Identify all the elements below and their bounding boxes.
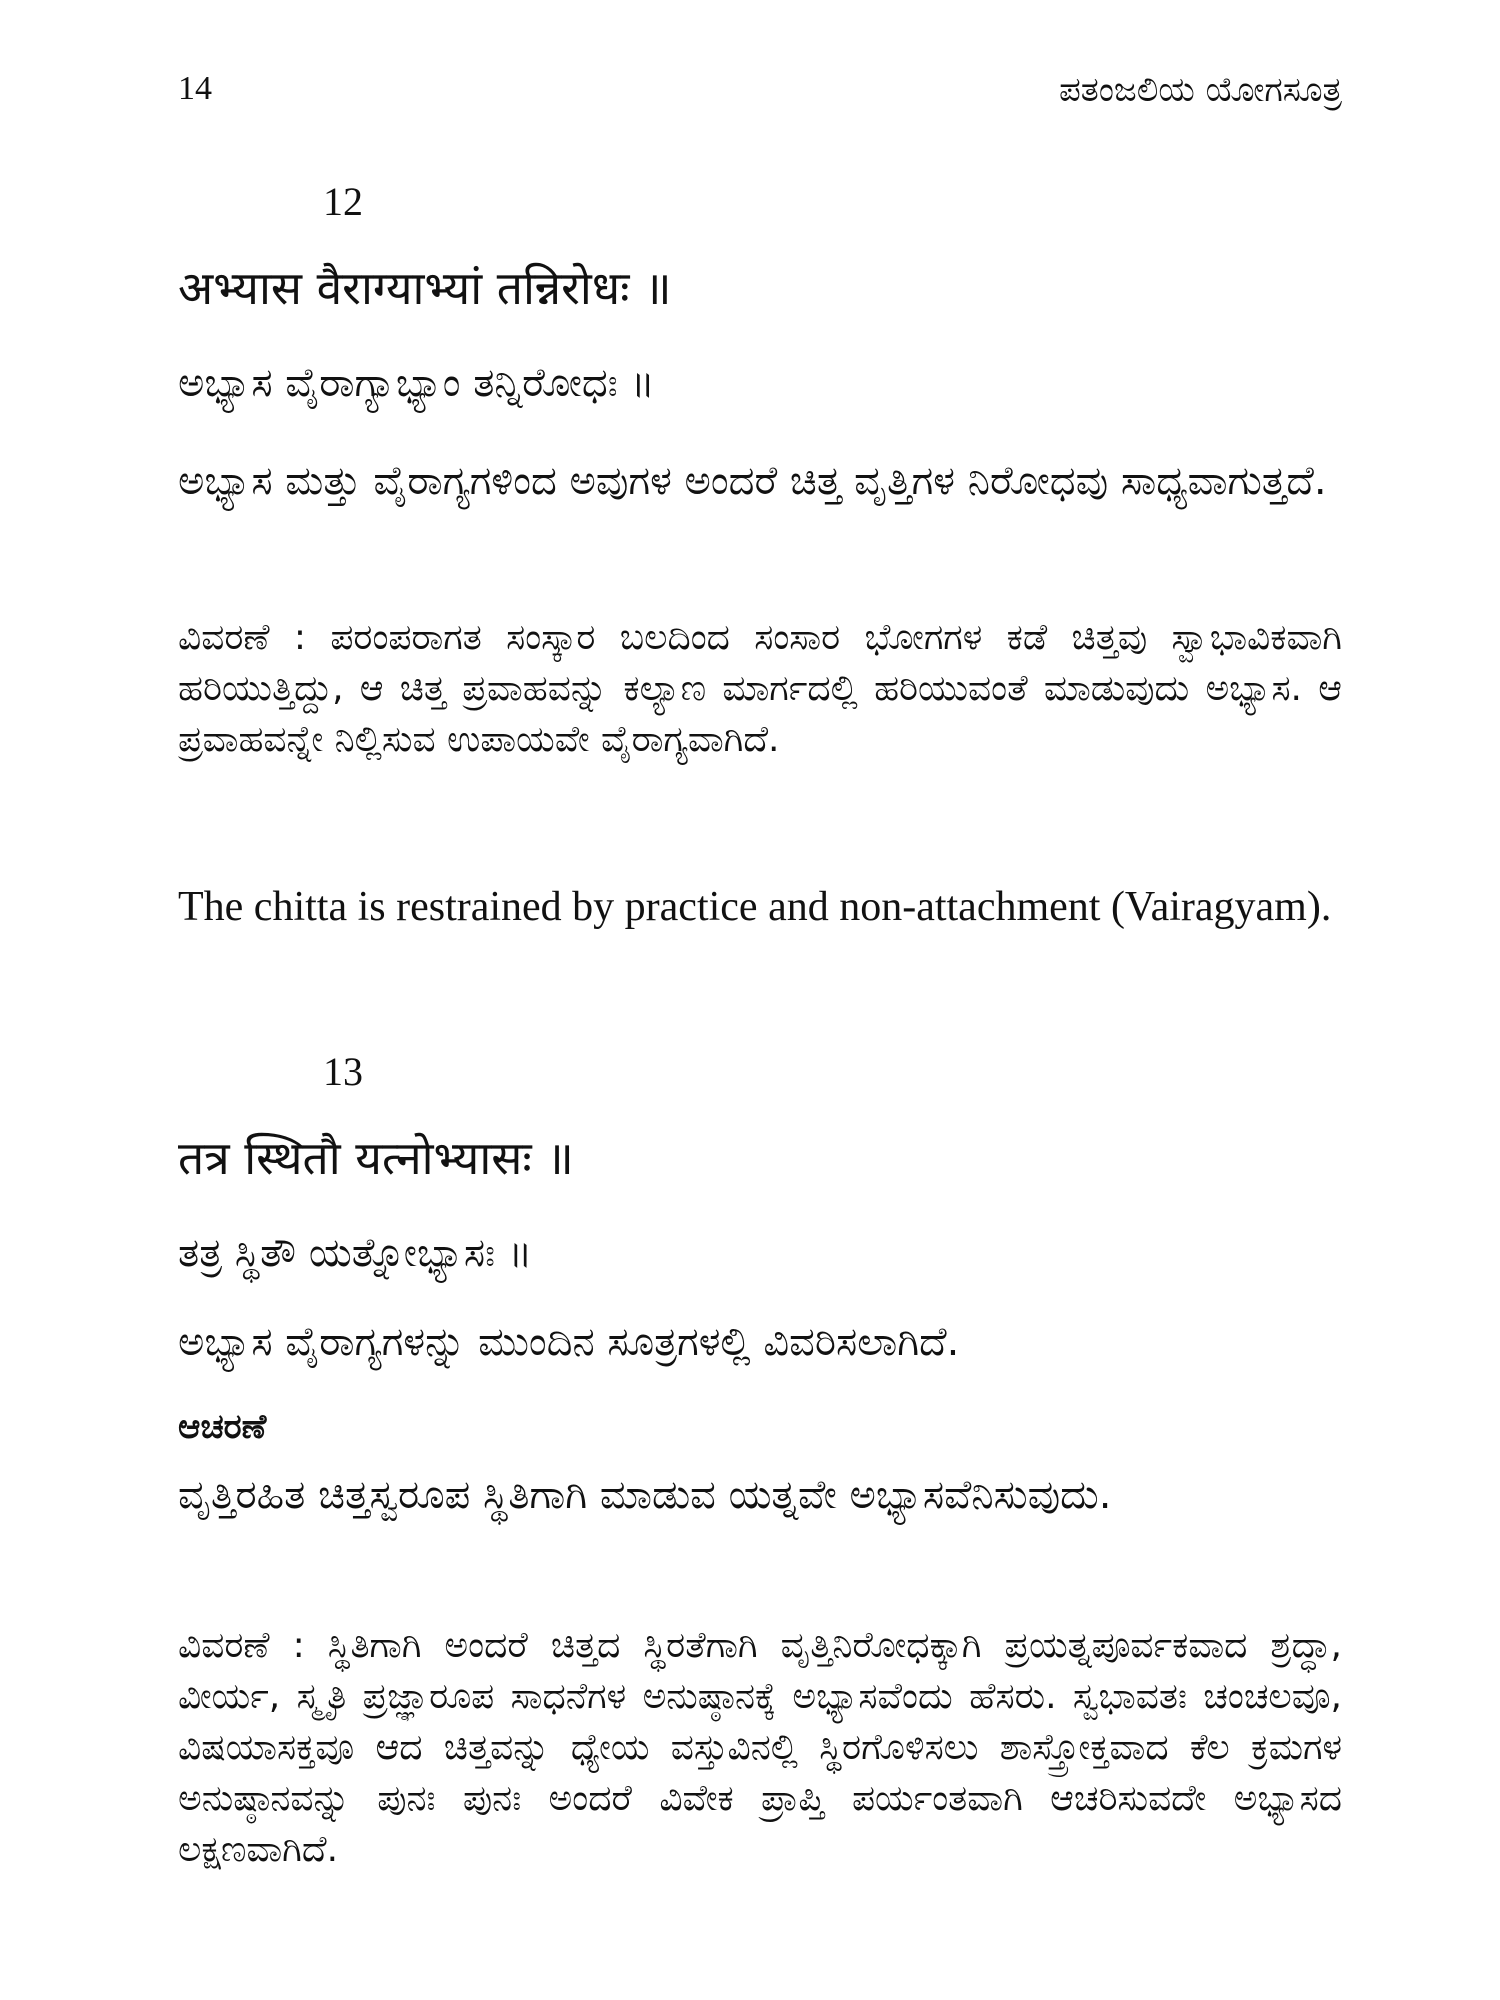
- running-title: ಪತಂಜಲಿಯ ಯೋಗಸೂತ್ರ: [1059, 70, 1342, 110]
- sutra-12-english: The chitta is restrained by practice and non-attachment (Vairagyam).: [178, 884, 1332, 930]
- sutra-13-explanation: ವಿವರಣೆ : ಸ್ಥಿತಿಗಾಗಿ ಅಂದರೆ ಚಿತ್ತದ ಸ್ಥಿರತೆಗಾಗಿ ವೃತ್ತಿನಿರೋಧಕ್ಕಾಗಿ ಪ್ರಯತ್ನಪೂರ್ವಕವಾದ ಶ್ರದ್ಧಾ, ವೀರ್ಯ, ಸ್ಮೃತಿ ಪ್ರಜ್ಞಾರೂಪ ಸಾಧನೆಗಳ ಅನುಷ್ಠಾನಕ್ಕೆ ಅಭ್ಯಾಸವೆಂದು ಹೆಸರು. ಸ್ವಭಾವತಃ ಚಂಚಲವೂ, ವಿಷಯಾಸಕ್ತವೂ ಆದ ಚಿತ್ತವನ್ನು ಧ್ಯೇಯ ವಸ್ತುವಿನಲ್ಲಿ ಸ್ಥಿರಗೊಳಿಸಲು ಶಾಸ್ತ್ರೋಕ್ತವಾದ ಕೆಲ ಕ್ರಮಗಳ ಅನುಷ್ಠಾನವನ್ನು ಪುನಃ ಪುನಃ ಅಂದರೆ ವಿವೇಕ ಪ್ರಾಪ್ತಿ ಪರ್ಯಂತವಾಗಿ ಆಚರಿಸುವದೇ ಅಭ್ಯಾಸದ ಲಕ್ಷಣವಾಗಿದೆ.: [178, 1625, 1342, 1870]
- sutra-12-meaning: ಅಭ್ಯಾಸ ಮತ್ತು ವೈರಾಗ್ಯಗಳಿಂದ ಅವುಗಳ ಅಂದರೆ ಚಿತ್ತ ವೃತ್ತಿಗಳ ನಿರೋಧವು ಸಾಧ್ಯವಾಗುತ್ತದೆ.: [178, 458, 1327, 504]
- sutra-13-intro: ಅಭ್ಯಾಸ ವೈರಾಗ್ಯಗಳನ್ನು ಮುಂದಿನ ಸೂತ್ರಗಳಲ್ಲಿ ವಿವರಿಸಲಾಗಿದೆ.: [178, 1319, 960, 1365]
- sutra-13-number: 13: [323, 1049, 363, 1094]
- sutra-13-devanagari: तत्र स्थितौ यत्नोभ्यासः ॥: [178, 1131, 574, 1185]
- sutra-13-kannada: ತತ್ರ ಸ್ಥಿತೌ ಯತ್ನೋಭ್ಯಾಸಃ ॥: [178, 1230, 533, 1276]
- sutra-12-number: 12: [323, 179, 363, 224]
- sutra-12-kannada: ಅಭ್ಯಾಸ ವೈರಾಗ್ಯಾಭ್ಯಾಂ ತನ್ನಿರೋಧಃ ॥: [178, 360, 655, 406]
- page-header: [178, 70, 1342, 120]
- book-page: [178, 0, 1342, 2000]
- sutra-12-explanation: ವಿವರಣೆ : ಪರಂಪರಾಗತ ಸಂಸ್ಕಾರ ಬಲದಿಂದ ಸಂಸಾರ ಭೋಗಗಳ ಕಡೆ ಚಿತ್ತವು ಸ್ವಾಭಾವಿಕವಾಗಿ ಹರಿಯುತ್ತಿದ್ದು, ಆ ಚಿತ್ತ ಪ್ರವಾಹವನ್ನು ಕಲ್ಯಾಣ ಮಾರ್ಗದಲ್ಲಿ ಹರಿಯುವಂತೆ ಮಾಡುವುದು ಅಭ್ಯಾಸ. ಆ ಪ್ರವಾಹವನ್ನೇ ನಿಲ್ಲಿಸುವ ಉಪಾಯವೇ ವೈರಾಗ್ಯವಾಗಿದೆ.: [178, 617, 1342, 760]
- section-heading-acharane: ಆಚರಣೆ: [178, 1407, 267, 1447]
- sutra-13-meaning: ವೃತ್ತಿರಹಿತ ಚಿತ್ತಸ್ವರೂಪ ಸ್ಥಿತಿಗಾಗಿ ಮಾಡುವ ಯತ್ನವೇ ಅಭ್ಯಾಸವೆನಿಸುವುದು.: [178, 1472, 1112, 1518]
- sutra-12-devanagari: अभ्यास वैराग्याभ्यां तन्निरोधः ॥: [178, 261, 672, 315]
- page-number: 14: [178, 70, 212, 107]
